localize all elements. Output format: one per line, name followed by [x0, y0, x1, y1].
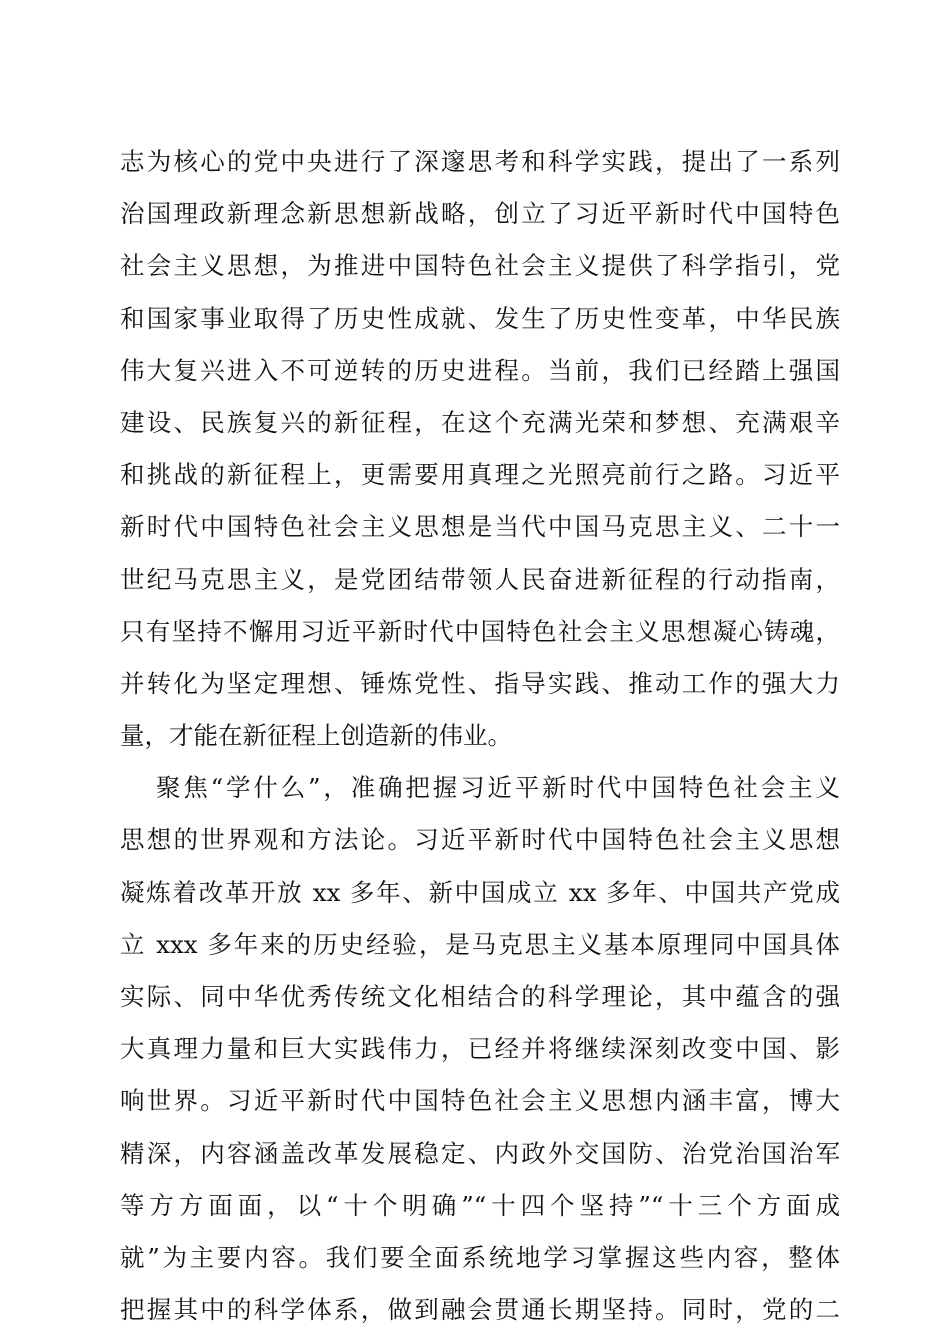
- text-line: 把握其中的科学体系，做到融会贯通长期坚持。同时，党的二: [120, 1295, 840, 1325]
- text-line: 新时代中国特色社会主义思想是当代中国马克思主义、二十一: [120, 512, 840, 542]
- text-line: 建设、民族复兴的新征程，在这个充满光荣和梦想、充满艰辛: [120, 407, 840, 437]
- text-line: 志为核心的党中央进行了深邃思考和科学实践，提出了一系列: [120, 147, 840, 176]
- text-line: 凝炼着改革开放 xx 多年、新中国成立 xx 多年、中国共产党成: [120, 877, 840, 907]
- text-line: 立 xxx 多年来的历史经验，是马克思主义基本原理同中国具体: [120, 929, 840, 959]
- text-line: 量，才能在新征程上创造新的伟业。: [120, 721, 512, 751]
- paragraph-1: [120, 136, 840, 762]
- text-line: 等方方面面，以“十个明确”“十四个坚持”“十三个方面成: [120, 1190, 840, 1220]
- text-line: 社会主义思想，为推进中国特色社会主义提供了科学指引，党: [120, 251, 840, 281]
- text-line: 只有坚持不懈用习近平新时代中国特色社会主义思想凝心铸魂，: [120, 616, 840, 646]
- text-line: 世纪马克思主义，是党团结带领人民奋进新征程的行动指南，: [120, 564, 840, 594]
- text-line: 聚焦“学什么”，准确把握习近平新时代中国特色社会主义: [156, 773, 840, 803]
- text-line: 思想的世界观和方法论。习近平新时代中国特色社会主义思想: [120, 825, 840, 855]
- text-line: 和国家事业取得了历史性成就、发生了历史性变革，中华民族: [120, 303, 840, 333]
- text-line: 和挑战的新征程上，更需要用真理之光照亮前行之路。习近平: [120, 460, 840, 490]
- text-line: 响世界。习近平新时代中国特色社会主义思想内涵丰富，博大: [120, 1086, 840, 1116]
- text-line: 伟大复兴进入不可逆转的历史进程。当前，我们已经踏上强国: [120, 355, 840, 385]
- text-line: 就”为主要内容。我们要全面系统地学习掌握这些内容，整体: [120, 1242, 840, 1272]
- text-line: 并转化为坚定理想、锤炼党性、指导实践、推动工作的强大力: [120, 668, 840, 698]
- text-line: 实际、同中华优秀传统文化相结合的科学理论，其中蕴含的强: [120, 982, 840, 1011]
- paragraph-2: [120, 762, 840, 1336]
- text-line: 精深，内容涵盖改革发展稳定、内政外交国防、治党治国治军: [120, 1138, 840, 1168]
- document-body: [120, 136, 840, 1336]
- text-line: 治国理政新理念新思想新战略，创立了习近平新时代中国特色: [120, 199, 840, 229]
- text-line: 大真理力量和巨大实践伟力，已经并将继续深刻改变中国、影: [120, 1034, 840, 1064]
